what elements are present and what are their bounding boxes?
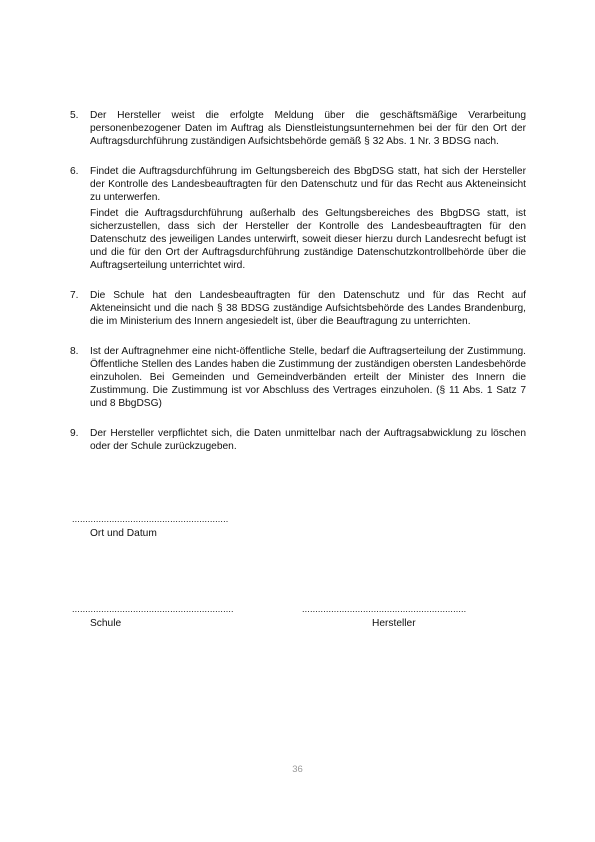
clause-item (70, 109, 526, 148)
page-number: 36 (292, 764, 303, 775)
clause-paragraph: Findet die Auftragsdurchführung außerhalb des Geltungsbereiches des BbgDSG statt, ist sicherzustellen, dass sich der Hersteller der Kontrolle des Landesbeauftragten für den Datenschutz des jeweiligen Landes unterwirft, soweit dieser hierzu durch Landesrecht befugt ist und die für den Ort der Auftragsdurchführung zuständige Datenschutzkontrollbehörde über die Auftragserteilung unterrichtet wird. (90, 208, 526, 271)
clause-number: 5. (70, 110, 79, 121)
signature-label: Hersteller (372, 618, 416, 629)
clause-text (90, 165, 526, 272)
signature-line: ........................................................... (72, 514, 229, 524)
clause-paragraph: Ist der Auftragnehmer eine nicht-öffentliche Stelle, bedarf die Auftragserteilung der Zustimmung. Öffentliche Stellen des Landes haben die Zustimmung der zuständigen obersten Landesbehörde einzuholen. Bei Gemeinden und Gemeindverbänden erteilt der Minister des Innern die Zustimmung. Die Zustimmung ist vor Abschluss des Vertrages einzuholen. (§ 11 Abs. 1 Satz 7 und 8 BbgDSG) (90, 346, 526, 409)
clause-item (70, 427, 526, 453)
clause-text (90, 109, 526, 148)
signature-label: Schule (90, 618, 122, 629)
clause-text (90, 289, 526, 328)
clause-paragraph: Findet die Auftragsdurchführung im Geltungsbereich des BbgDSG statt, hat sich der Hersteller der Kontrolle des Landesbeauftragten für den Datenschutz und für das Recht aus Akteneinsicht zu unterwerfen. (90, 166, 526, 203)
clause-number: 9. (70, 428, 79, 439)
clause-number: 6. (70, 166, 79, 177)
clause-text (90, 427, 526, 453)
clause-item (70, 165, 526, 272)
clause-item (70, 289, 526, 328)
signature-line: ............................................................. (72, 604, 234, 614)
clause-paragraph: Der Hersteller weist die erfolgte Meldung über die geschäftsmäßige Verarbeitung personenbezogener Daten im Auftrag als Dienstleistungsunternehmen bei der für den Ort der Auftragsdurchführung zuständigen Aufsichtsbehörde gemäß § 32 Abs. 1 Nr. 3 BDSG nach. (90, 110, 526, 147)
clause-paragraph: Die Schule hat den Landesbeauftragten für den Datenschutz und für das Recht auf Akteneinsicht und die nach § 38 BDSG zuständige Aufsichtsbehörde des Landes Brandenburg, die im Ministerium des Innern angesiedelt ist, über die Beauftragung zu unterrichten. (90, 290, 526, 327)
signature-label: Ort und Datum (90, 528, 157, 539)
signature-school (72, 604, 234, 630)
clause-list (70, 109, 526, 470)
clause-number: 8. (70, 346, 79, 357)
clause-item (70, 345, 526, 410)
clause-number: 7. (70, 290, 79, 301)
signature-manufacturer (302, 604, 466, 630)
signature-line: .............................................................. (302, 604, 467, 614)
signature-place-date (72, 514, 228, 540)
clause-text (90, 345, 526, 410)
clause-paragraph: Der Hersteller verpflichtet sich, die Daten unmittelbar nach der Auftragsabwicklung zu löschen oder der Schule zurückzugeben. (90, 428, 526, 452)
